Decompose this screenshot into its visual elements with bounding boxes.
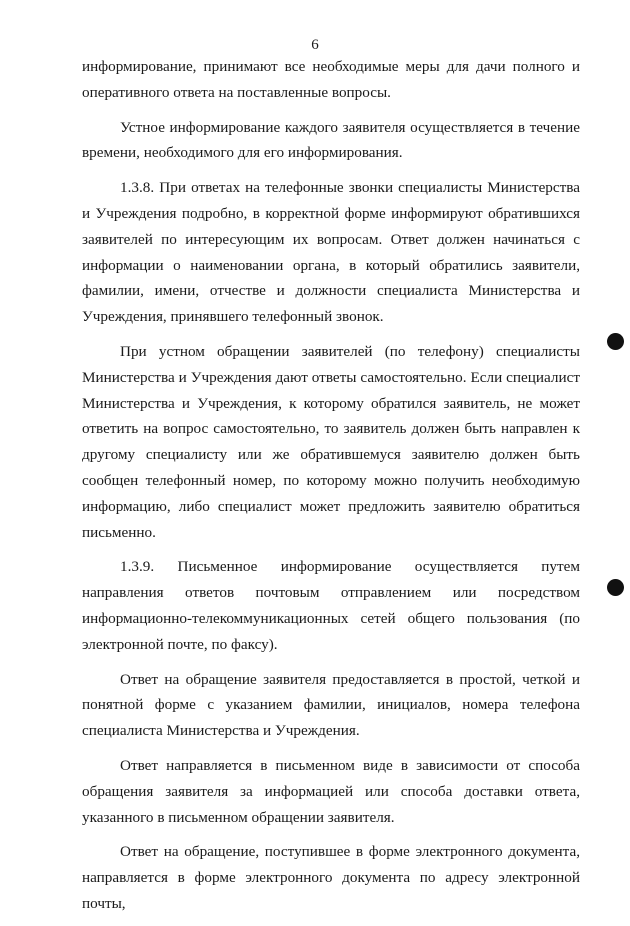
- paragraph-1-3-9: 1.3.9. Письменное информирование осуществляется путем направления ответов почтовым отправлением или посредством информационно-телекоммуникационных сетей общего пользования (по электронной почте, по факсу).: [82, 558, 580, 653]
- paragraph-oral-appeal: При устном обращении заявителей (по телефону) специалисты Министерства и Учреждения дают ответы самостоятельно. Если специалист Министерства и Учреждения, к которому обратился заявитель, не может ответить на вопрос самостоятельно, то заявитель должен быть направлен к другому специалисту или же обратившемуся заявителю должен быть сообщен телефонный номер, по которому можно получить необходимую информацию, либо специалист может предложить заявителю обратиться письменно.: [82, 342, 580, 541]
- paragraph-answer-written: Ответ направляется в письменном виде в зависимости от способа обращения заявителя за информацией или способа доставки ответа, указанного в письменном обращении заявителя.: [82, 756, 580, 826]
- page-number: 6: [311, 37, 319, 53]
- document-body: [82, 54, 580, 926]
- paragraph-answer-form: Ответ на обращение заявителя предоставляется в простой, четкой и понятной форме с указанием фамилии, инициалов, номера телефона специалиста Министерства и Учреждения.: [82, 670, 580, 740]
- paragraph-continuation: информирование, принимают все необходимые меры для дачи полного и оперативного ответа на поставленные вопросы.: [82, 58, 580, 101]
- paragraph-oral-informing: Устное информирование каждого заявителя осуществляется в течение времени, необходимого для его информирования.: [82, 118, 580, 162]
- paragraph-electronic-answer: Ответ на обращение, поступившее в форме электронного документа, направляется в форме электронного документа по адресу электронной почты,: [82, 843, 580, 912]
- paragraph-1-3-8: 1.3.8. При ответах на телефонные звонки специалисты Министерства и Учреждения подробно, в корректной форме информируют обратившихся заявителей по интересующим их вопросам. Ответ должен начинаться с информации о наименовании органа, в который обратились заявители, фамилии, имени, отчестве и должности специалиста Министерства и Учреждения, принявшего телефонный звонок.: [82, 179, 580, 326]
- punch-hole-bottom: [607, 579, 624, 596]
- punch-hole-top: [607, 333, 624, 350]
